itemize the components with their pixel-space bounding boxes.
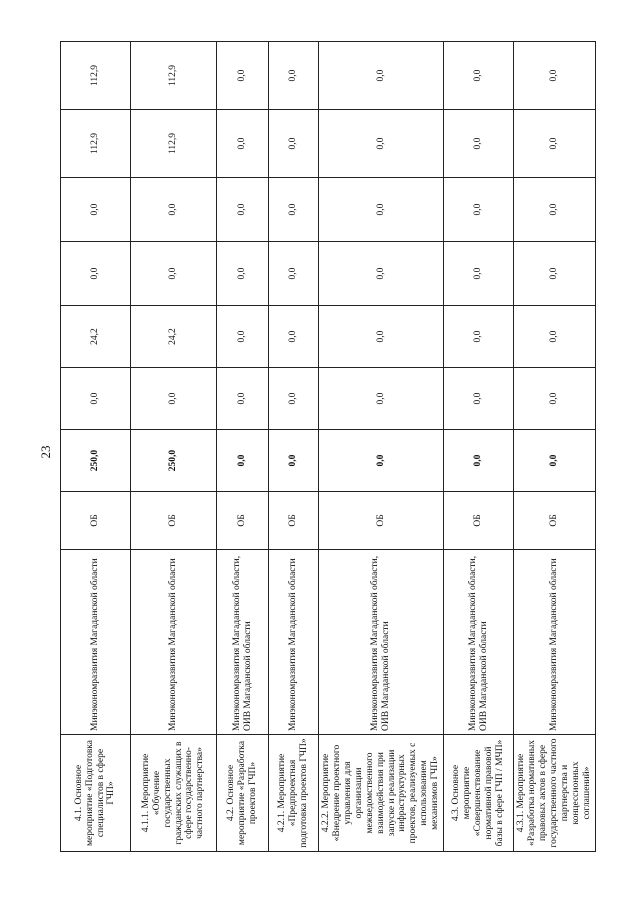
- value-cell: 0,0: [269, 430, 319, 492]
- value-cell: 0,0: [319, 242, 444, 306]
- value-cell: 112,9: [61, 110, 131, 178]
- value-cell: 112,9: [61, 42, 131, 110]
- page-number: 23: [38, 445, 53, 459]
- value-cell: 250,0: [131, 430, 217, 492]
- value-cell: 24,2: [61, 306, 131, 368]
- table-row: [444, 42, 514, 852]
- executor-cell: Минэкономразвития Магаданской области, ОИВ Магаданской области: [444, 550, 514, 735]
- funding-source-cell: ОБ: [61, 492, 131, 550]
- value-cell: 0,0: [319, 42, 444, 110]
- executor-cell: Минэкономразвития Магаданской области: [514, 550, 595, 735]
- value-cell: 0,0: [514, 42, 595, 110]
- value-cell: 0,0: [269, 306, 319, 368]
- value-cell: 0,0: [217, 110, 269, 178]
- value-cell: 0,0: [444, 178, 514, 242]
- funding-source-cell: ОБ: [217, 492, 269, 550]
- value-cell: 0,0: [61, 368, 131, 430]
- activity-name-cell: 4.1.1. Мероприятие «Обучение государственных гражданских служащих в сфере государственно-частного партнерства»: [131, 735, 217, 852]
- table-body: [61, 42, 596, 852]
- value-cell: 112,9: [131, 42, 217, 110]
- value-cell: 0,0: [514, 368, 595, 430]
- value-cell: 0,0: [217, 368, 269, 430]
- table-row: [319, 42, 444, 852]
- value-cell: 0,0: [131, 242, 217, 306]
- value-cell: 0,0: [269, 368, 319, 430]
- value-cell: 112,9: [131, 110, 217, 178]
- table-row: [61, 42, 131, 852]
- value-cell: 0,0: [269, 42, 319, 110]
- value-cell: 250,0: [61, 430, 131, 492]
- value-cell: 0,0: [319, 178, 444, 242]
- budget-table: [60, 41, 596, 852]
- value-cell: 0,0: [319, 368, 444, 430]
- value-cell: 0,0: [217, 178, 269, 242]
- value-cell: 0,0: [217, 42, 269, 110]
- activity-name-cell: 4.2.2. Мероприятие «Внедрение проектного управления для организации межведомственного взаимодействия при запуске и реализации инфраструктурных проектов, реализуемых с использованием механизмов ГЧП»: [319, 735, 444, 852]
- table-row: [514, 42, 595, 852]
- executor-cell: Минэкономразвития Магаданской области: [131, 550, 217, 735]
- funding-source-cell: ОБ: [131, 492, 217, 550]
- value-cell: 0,0: [319, 110, 444, 178]
- value-cell: 0,0: [217, 242, 269, 306]
- activity-name-cell: 4.2.1. Мероприятие «Предпроектная подготовка проектов ГЧП»: [269, 735, 319, 852]
- value-cell: 24,2: [131, 306, 217, 368]
- value-cell: 0,0: [269, 178, 319, 242]
- value-cell: 0,0: [131, 368, 217, 430]
- value-cell: 0,0: [61, 242, 131, 306]
- activity-name-cell: 4.2. Основное мероприятие «Разработка проектов ГЧП»: [217, 735, 269, 852]
- value-cell: 0,0: [269, 110, 319, 178]
- value-cell: 0,0: [131, 178, 217, 242]
- value-cell: 0,0: [444, 368, 514, 430]
- value-cell: 0,0: [444, 430, 514, 492]
- value-cell: 0,0: [319, 306, 444, 368]
- value-cell: 0,0: [444, 242, 514, 306]
- executor-cell: Минэкономразвития Магаданской области: [61, 550, 131, 735]
- value-cell: 0,0: [61, 178, 131, 242]
- value-cell: 0,0: [514, 306, 595, 368]
- value-cell: 0,0: [319, 430, 444, 492]
- value-cell: 0,0: [444, 110, 514, 178]
- funding-source-cell: ОБ: [514, 492, 595, 550]
- value-cell: 0,0: [269, 242, 319, 306]
- value-cell: 0,0: [444, 42, 514, 110]
- table-row: [217, 42, 269, 852]
- funding-source-cell: ОБ: [269, 492, 319, 550]
- funding-source-cell: ОБ: [319, 492, 444, 550]
- executor-cell: Минэкономразвития Магаданской области: [269, 550, 319, 735]
- value-cell: 0,0: [514, 430, 595, 492]
- value-cell: 0,0: [514, 242, 595, 306]
- table-container: [60, 42, 592, 852]
- value-cell: 0,0: [514, 110, 595, 178]
- activity-name-cell: 4.3. Основное мероприятие «Совершенствование нормативной правовой базы в сфере ГЧП / МЧП»: [444, 735, 514, 852]
- table-row: [269, 42, 319, 852]
- value-cell: 0,0: [217, 430, 269, 492]
- value-cell: 0,0: [444, 306, 514, 368]
- value-cell: 0,0: [514, 178, 595, 242]
- executor-cell: Минэкономразвития Магаданской области, ОИВ Магаданской области: [217, 550, 269, 735]
- activity-name-cell: 4.1. Основное мероприятие «Подготовка специалистов в сфере ГЧП»: [61, 735, 131, 852]
- funding-source-cell: ОБ: [444, 492, 514, 550]
- activity-name-cell: 4.3.1. Мероприятие «Разработка нормативных правовых актов в сфере государственного частного партнерства и концессионных соглашений»: [514, 735, 595, 852]
- table-row: [131, 42, 217, 852]
- executor-cell: Минэкономразвития Магаданской области, ОИВ Магаданской области: [319, 550, 444, 735]
- rotated-table-frame: [60, 42, 592, 852]
- value-cell: 0,0: [217, 306, 269, 368]
